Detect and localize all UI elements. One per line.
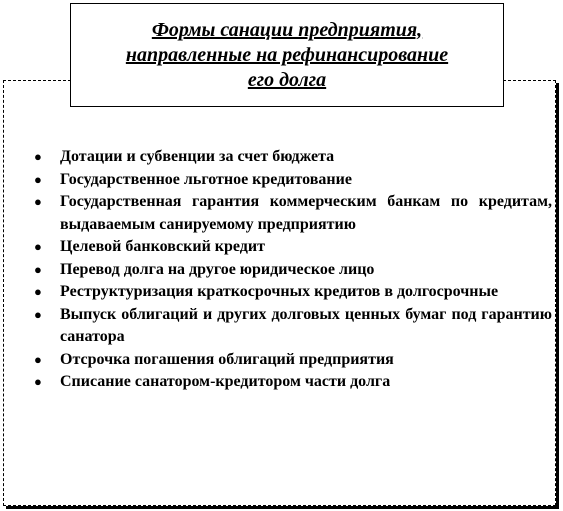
- bullet-icon: ●: [34, 149, 42, 164]
- list-item: [32, 349, 552, 372]
- list-item: [32, 236, 552, 259]
- title-line-2: направленные на рефинансирование: [125, 43, 449, 66]
- title-line-1: Формы санации предприятия,: [151, 18, 423, 41]
- list-item-text: Целевой банковский кредит: [60, 238, 265, 255]
- bullet-icon: ●: [34, 306, 42, 322]
- bullet-icon: ●: [34, 239, 42, 254]
- list-item-text: Списание санатором-кредитором части долга: [60, 373, 391, 390]
- list-item-text: Перевод долга на другое юридическое лицо: [60, 260, 375, 278]
- list-item: [32, 371, 552, 394]
- list-item-text: Реструктуризация краткосрочных кредитов в долгосрочные: [60, 283, 499, 300]
- bullet-icon: ●: [34, 284, 42, 299]
- title-box: [70, 3, 504, 107]
- bullet-icon: ●: [34, 171, 42, 187]
- list-item-text: Выпуск облигаций и других долговых ценных бумаг под гарантию санатора: [60, 305, 552, 345]
- list-item: [32, 146, 552, 169]
- list-item-text: Государственное льготное кредитование: [60, 170, 352, 188]
- list-item: [32, 191, 552, 236]
- list-item: [32, 169, 552, 192]
- list-item-text: Государственная гарантия коммерческим банкам по кредитам, выдаваемым санируемому предприятию: [60, 193, 552, 233]
- bullet-icon: ●: [34, 194, 42, 209]
- bullet-icon: ●: [34, 374, 42, 389]
- list-item-text: Дотации и субвенции за счет бюджета: [60, 148, 335, 165]
- bullet-icon: ●: [34, 261, 42, 277]
- list-item-text: Отсрочка погашения облигаций предприятия: [60, 350, 394, 368]
- bullet-icon: ●: [34, 351, 42, 367]
- list-item: [32, 304, 552, 349]
- sanation-forms-list: [32, 146, 552, 394]
- list-item: [32, 281, 552, 304]
- title-line-3: его долга: [247, 68, 327, 91]
- list-item: [32, 259, 552, 282]
